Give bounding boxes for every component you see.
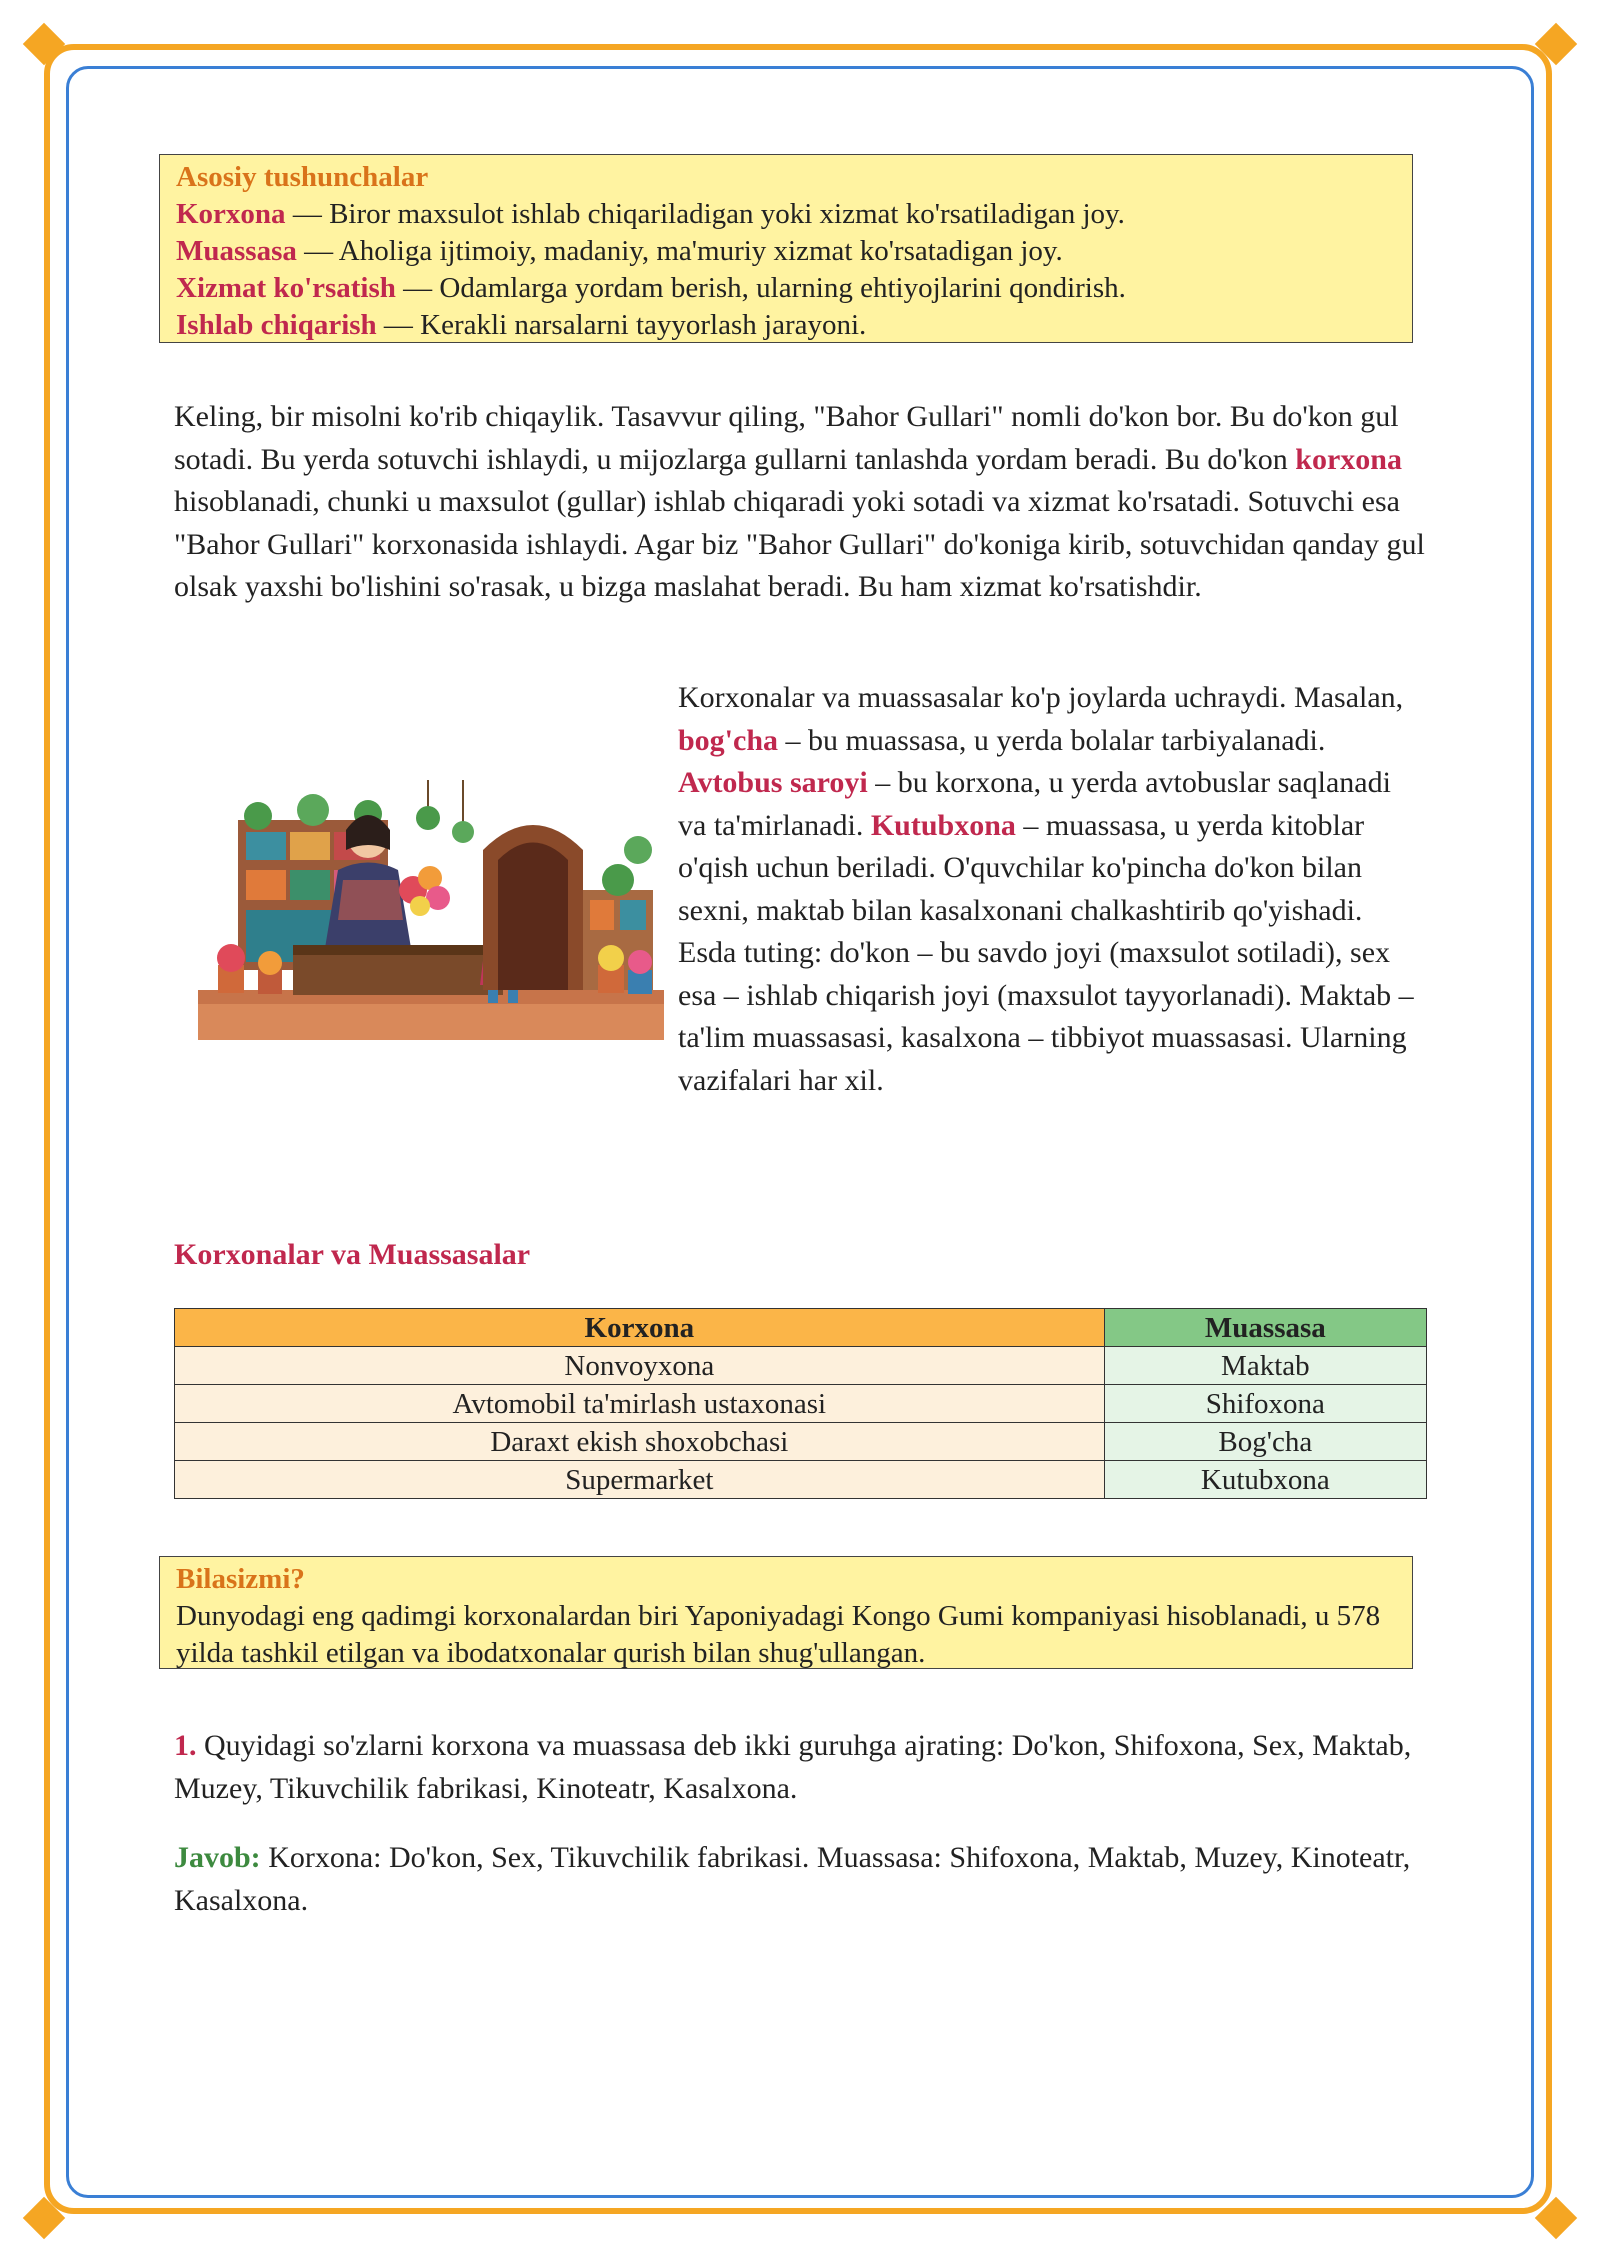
table-row: [175, 1423, 1427, 1461]
table-cell: Supermarket: [175, 1461, 1105, 1499]
table-title: Korxonalar va Muassasalar: [174, 1238, 531, 1271]
intro-text: hisoblanadi, chunki u maxsulot (gullar) ishlab chiqaradi yoki sotadi va xizmat ko'rsatadi. Sotuvchi esa "Bahor Gullari" korxonasida ishlaydi. Agar biz "Bahor Gullari" do'koniga kirib, sotuvchidan qanday gul olsak yaxshi bo'lishini so'rasak, u bizga maslahat beradi. Bu ham xizmat ko'rsatishdir.: [174, 485, 1425, 603]
concept-definition: — Aholiga ijtimoiy, madaniy, ma'muriy xizmat ko'rsatadigan joy.: [296, 235, 1063, 267]
table-row: [175, 1347, 1427, 1385]
table-cell: Bog'cha: [1104, 1423, 1426, 1461]
key-concepts-title: Asosiy tushunchalar: [176, 161, 429, 193]
exercise-number: 1.: [174, 1729, 197, 1762]
fact-box-title: Bilasizmi?: [176, 1563, 305, 1595]
concept-term: Xizmat ko'rsatish: [176, 272, 396, 304]
concept-definition: — Kerakli narsalarni tayyorlash jarayoni.: [376, 309, 867, 341]
side-text: – bu korxona, u yerda avtobuslar saqlanadi va ta'mirlanadi.: [678, 766, 1391, 842]
concept-term: Muassasa: [176, 235, 297, 267]
table-header: Korxona: [175, 1309, 1105, 1347]
side-text: Korxonalar va muassasalar ko'p joylarda uchraydi. Masalan,: [678, 681, 1404, 714]
table-cell: Maktab: [1104, 1347, 1426, 1385]
table-header: Muassasa: [1104, 1309, 1426, 1347]
answer-label: Javob:: [174, 1841, 261, 1874]
side-highlight: Kutubxona: [870, 808, 1016, 842]
exercise-answer: [174, 1837, 1436, 1922]
exercise-question: [174, 1725, 1436, 1810]
table-cell: Nonvoyxona: [175, 1347, 1105, 1385]
side-paragraph: [678, 677, 1423, 1102]
table-row: [175, 1461, 1427, 1499]
concept-row: [176, 270, 1396, 307]
flower-shop-illustration: [198, 780, 664, 1040]
key-concepts-box: [159, 154, 1413, 343]
side-text: – muassasa, u yerda kitoblar o'qish uchun beriladi. O'quvchilar ko'pincha do'kon bilan sexni, maktab bilan kasalxonani chalkashtirib qo'yishadi. Esda tuting: do'kon – bu savdo joyi (maxsulot sotiladi), sex esa – ishlab chiqarish joyi (maxsulot tayyorlanadi). Maktab – ta'lim muassasasi, kasalxona – tibbiyot muassasasi. Ularning vazifalari har xil.: [678, 808, 1414, 1097]
side-highlight: Avtobus saroyi: [678, 766, 868, 799]
table-row: [175, 1385, 1427, 1423]
table-cell: Kutubxona: [1104, 1461, 1426, 1499]
concept-term: Korxona: [176, 198, 286, 230]
answer-text: Korxona: Do'kon, Sex, Tikuvchilik fabrikasi. Muassasa: Shifoxona, Maktab, Muzey, Kinoteatr, Kasalxona.: [174, 1841, 1411, 1917]
intro-text: Keling, bir misolni ko'rib chiqaylik. Tasavvur qiling, "Bahor Gullari" nomli do'kon bor. Bu do'kon gul sotadi. Bu yerda sotuvchi ishlaydi, u mijozlarga gullarni tanlashda yordam beradi. Bu do'kon: [174, 400, 1399, 476]
table-header-row: [175, 1309, 1427, 1347]
concept-term: Ishlab chiqarish: [176, 309, 377, 341]
concept-definition: — Odamlarga yordam berish, ularning ehtiyojlarini qondirish.: [395, 272, 1126, 304]
comparison-table: [174, 1308, 1427, 1499]
fact-box: [159, 1556, 1413, 1669]
intro-highlight: korxona: [1295, 442, 1402, 476]
table-cell: Daraxt ekish shoxobchasi: [175, 1423, 1105, 1461]
table-cell: Avtomobil ta'mirlash ustaxonasi: [175, 1385, 1105, 1423]
table-cell: Shifoxona: [1104, 1385, 1426, 1423]
intro-paragraph: [174, 396, 1436, 609]
side-highlight: bog'cha: [678, 723, 779, 757]
concept-definition: — Biror maxsulot ishlab chiqariladigan yoki xizmat ko'rsatiladigan joy.: [285, 198, 1125, 230]
concept-row: [176, 233, 1396, 270]
exercise-question-text: Quyidagi so'zlarni korxona va muassasa deb ikki guruhga ajrating: Do'kon, Shifoxona, Sex, Maktab, Muzey, Tikuvchilik fabrikasi, Kinoteatr, Kasalxona.: [174, 1729, 1412, 1805]
concept-row: [176, 307, 1396, 344]
fact-box-text: Dunyodagi eng qadimgi korxonalardan biri Yaponiyadagi Kongo Gumi kompaniyasi hisoblanadi, u 578 yilda tashkil etilgan va ibodatxonalar qurish bilan shug'ullangan.: [176, 1600, 1381, 1669]
side-text: – bu muassasa, u yerda bolalar tarbiyalanadi.: [778, 723, 1326, 757]
concept-row: [176, 196, 1396, 233]
